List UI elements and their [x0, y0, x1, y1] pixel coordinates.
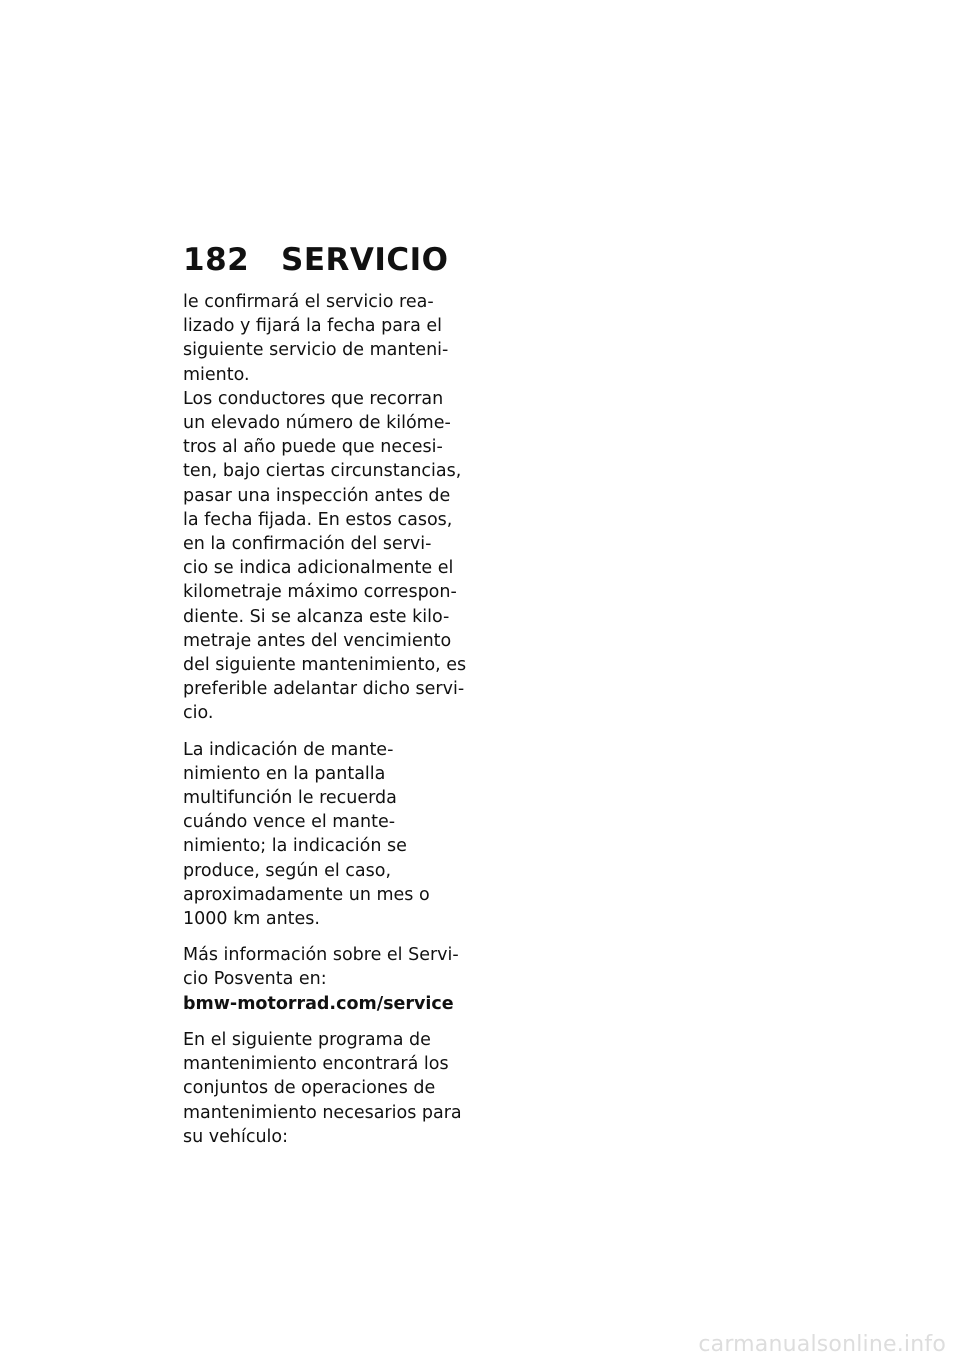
watermark: carmanualsonline.info	[698, 1332, 946, 1357]
text-line: produce, según el caso,	[183, 860, 392, 881]
text-line: en la confirmación del servi-	[183, 534, 432, 555]
text-line: pasar una inspección antes de	[183, 485, 451, 506]
text-line: mantenimiento necesarios para	[183, 1102, 462, 1123]
body-text	[183, 290, 467, 1161]
section-title: SERVICIO	[281, 242, 449, 278]
text-line: cuándo vence el mante-	[183, 812, 396, 833]
text-line: La indicación de mante-	[183, 739, 394, 760]
text-line: kilometraje máximo correspon-	[183, 582, 457, 603]
text-line: 1000 km antes.	[183, 909, 320, 930]
text-line: conjuntos de operaciones de	[183, 1078, 436, 1099]
text-line: nimiento; la indicación se	[183, 836, 407, 857]
text-line: nimiento en la pantalla	[183, 763, 386, 784]
paragraph-maintenance-schedule	[183, 1028, 462, 1149]
text-line: la fecha fijada. En estos casos,	[183, 509, 453, 530]
text-line: aproximadamente un mes o	[183, 884, 430, 905]
text-line: cio se indica adicionalmente el	[183, 558, 454, 579]
text-line: miento.	[183, 364, 250, 385]
text-line: un elevado número de kilóme-	[183, 413, 451, 434]
text-line: Los conductores que recorran	[183, 388, 444, 409]
text-line: del siguiente mantenimiento, es	[183, 655, 467, 676]
text-line: preferible adelantar dicho servi-	[183, 679, 465, 700]
paragraph-maintenance-indicator	[183, 738, 451, 932]
text-line: mantenimiento encontrará los	[183, 1054, 449, 1075]
text-line: diente. Si se alcanza este kilo-	[183, 606, 450, 627]
text-line: ten, bajo ciertas circunstancias,	[183, 461, 462, 482]
text-line: metraje antes del vencimiento	[183, 630, 452, 651]
page-header	[183, 238, 483, 282]
text-line: le confirmará el servicio rea-	[183, 292, 434, 312]
text-line: cio Posventa en:	[183, 969, 327, 990]
text-line: En el siguiente programa de	[183, 1029, 431, 1050]
paragraph-more-info	[183, 943, 459, 1016]
text-line: lizado y fijará la fecha para el	[183, 316, 443, 337]
page-number: 182	[183, 242, 250, 278]
text-line: tros al año puede que necesi-	[183, 437, 443, 458]
text-line: multifunción le recuerda	[183, 788, 397, 809]
service-website-link[interactable]: bmw-motorrad.com/service	[183, 993, 454, 1014]
text-line: su vehículo:	[183, 1126, 289, 1147]
text-line: cio.	[183, 703, 214, 724]
text-line: siguiente servicio de manteni-	[183, 340, 449, 361]
text-line: Más información sobre el Servi-	[183, 945, 459, 966]
paragraph-service-confirmation	[183, 290, 467, 726]
